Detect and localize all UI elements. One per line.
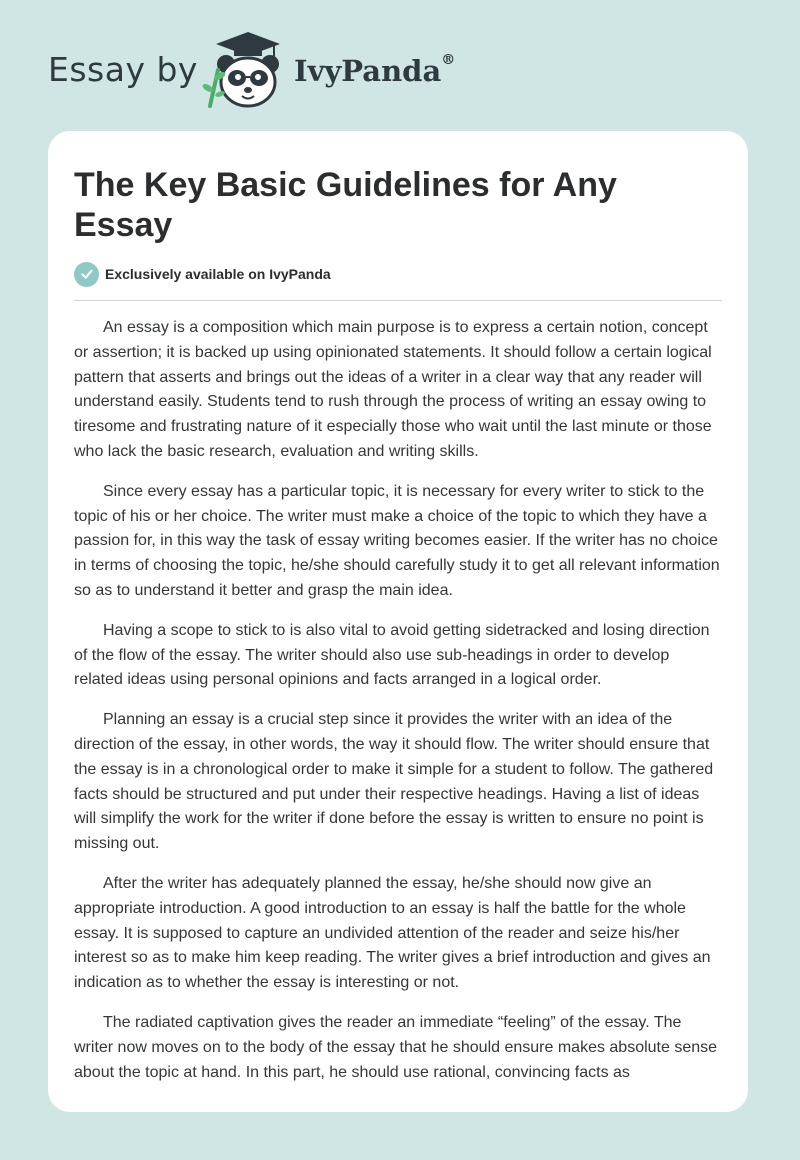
brand-label: IvyPanda (294, 54, 442, 88)
paragraph: The radiated captivation gives the reader an immediate “feeling” of the essay. The writer now moves on to the body of the essay that he should ensure makes absolute sense about the topic at hand. In this part, he should use rational, convincing facts as (74, 1013, 718, 1081)
badge-label: Exclusively available on IvyPanda (105, 266, 331, 282)
paragraph: Since every essay has a particular topic, it is necessary for every writer to stick to the topic of his or her choice. The writer must make a choice of the topic to which they have a passion for, in this way the task of essay writing becomes easier. If the writer has no choice in terms of choosing the topic, he/she should carefully study it to get all relevant information so as to understand it better and grasp the main idea. (74, 482, 720, 599)
divider (74, 300, 722, 301)
registered-mark: ® (441, 52, 456, 68)
paragraph: Having a scope to stick to is also vital to avoid getting sidetracked and losing direction of the flow of the essay. The writer should also use sub-headings in order to develop related ideas using personal opinions and facts arranged in a logical order. (74, 621, 710, 689)
paragraph: An essay is a composition which main purpose is to express a certain notion, concept or assertion; it is backed up using opinionated statements. It should follow a certain logical pattern that asserts and brings out the ideas of a writer in a clear way that any reader will understand easily. Students tend to rush through the process of writing an essay owing to tiresome and frustrating nature of it especially those who wait until the last minute or those who lack the basic research, evaluation and writing skills. (74, 319, 712, 460)
brand-name[interactable] (294, 54, 455, 88)
paragraph: After the writer has adequately planned the essay, he/she should now give an appropriate introduction. A good introduction to an essay is half the battle for the whole essay. It is supposed to capture an undivided attention of the reader and seize his/her interest so as to make him keep reading. The writer gives a brief introduction and gives an indication as to whether the essay is interesting or not. (74, 874, 711, 992)
check-circle-icon (74, 262, 99, 287)
exclusive-badge (74, 261, 722, 287)
paragraph: Planning an essay is a crucial step since it provides the writer with an idea of the direction of the essay, in other words, the way it should flow. The writer should ensure that the essay is in a chronological order to make it simple for a student to follow. The gathered facts should be structured and put under their respective headings. Having a list of ideas will simplify the work for the writer if done before the essay is written to ensure no point is missing out. (74, 711, 714, 853)
essay-card (48, 131, 748, 1112)
essay-by-label: Essay by (48, 50, 198, 89)
panda-graduate-logo-icon[interactable] (198, 30, 298, 110)
site-header (48, 30, 648, 110)
essay-body (74, 316, 722, 1085)
page-title: The Key Basic Guidelines for Any Essay (74, 166, 617, 244)
